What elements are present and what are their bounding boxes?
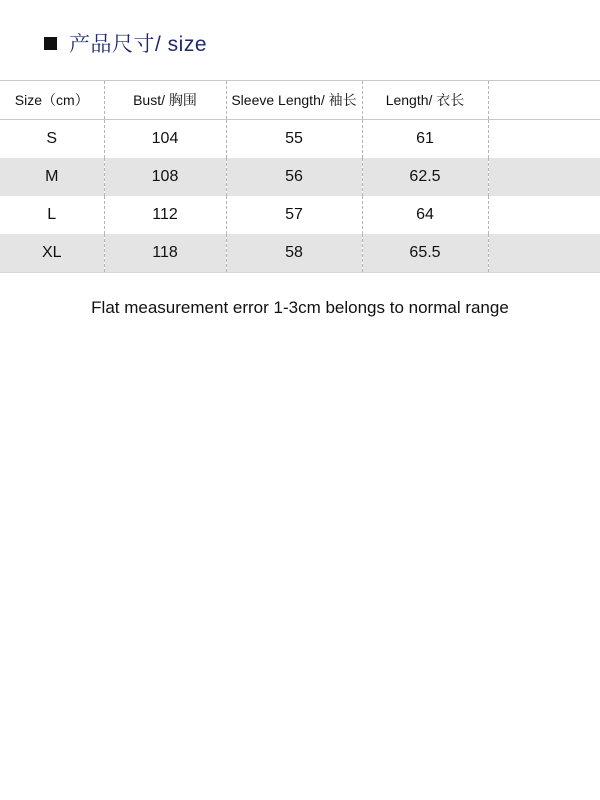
table-cell: 58 <box>226 234 362 273</box>
column-header-size: Size（cm） <box>0 81 104 120</box>
table-cell: 56 <box>226 158 362 196</box>
table-row <box>0 158 600 196</box>
column-header-sleeve-length: Sleeve Length/ 袖长 <box>226 81 362 120</box>
table-cell <box>488 234 600 273</box>
table-cell <box>488 196 600 234</box>
table-cell: 108 <box>104 158 226 196</box>
section-header <box>44 28 207 58</box>
table-cell: 104 <box>104 120 226 159</box>
table-cell: L <box>0 196 104 234</box>
table-cell: 64 <box>362 196 488 234</box>
table-cell: M <box>0 158 104 196</box>
column-header-empty <box>488 81 600 120</box>
table-row <box>0 120 600 159</box>
table-cell: 112 <box>104 196 226 234</box>
column-header-length: Length/ 衣长 <box>362 81 488 120</box>
table-cell: XL <box>0 234 104 273</box>
table-row <box>0 234 600 273</box>
measurement-note: Flat measurement error 1-3cm belongs to normal range <box>91 298 509 317</box>
table-cell: 62.5 <box>362 158 488 196</box>
column-header-bust: Bust/ 胸围 <box>104 81 226 120</box>
table-cell: S <box>0 120 104 159</box>
size-table <box>0 80 600 273</box>
section-title: 产品尺寸/ size <box>69 33 208 56</box>
table-cell: 65.5 <box>362 234 488 273</box>
table-cell: 61 <box>362 120 488 159</box>
table-row <box>0 196 600 234</box>
table-cell: 57 <box>226 196 362 234</box>
table-cell <box>488 120 600 159</box>
table-header-row <box>0 81 600 120</box>
table-cell: 55 <box>226 120 362 159</box>
table-cell <box>488 158 600 196</box>
table-cell: 118 <box>104 234 226 273</box>
square-bullet-icon <box>44 37 57 50</box>
